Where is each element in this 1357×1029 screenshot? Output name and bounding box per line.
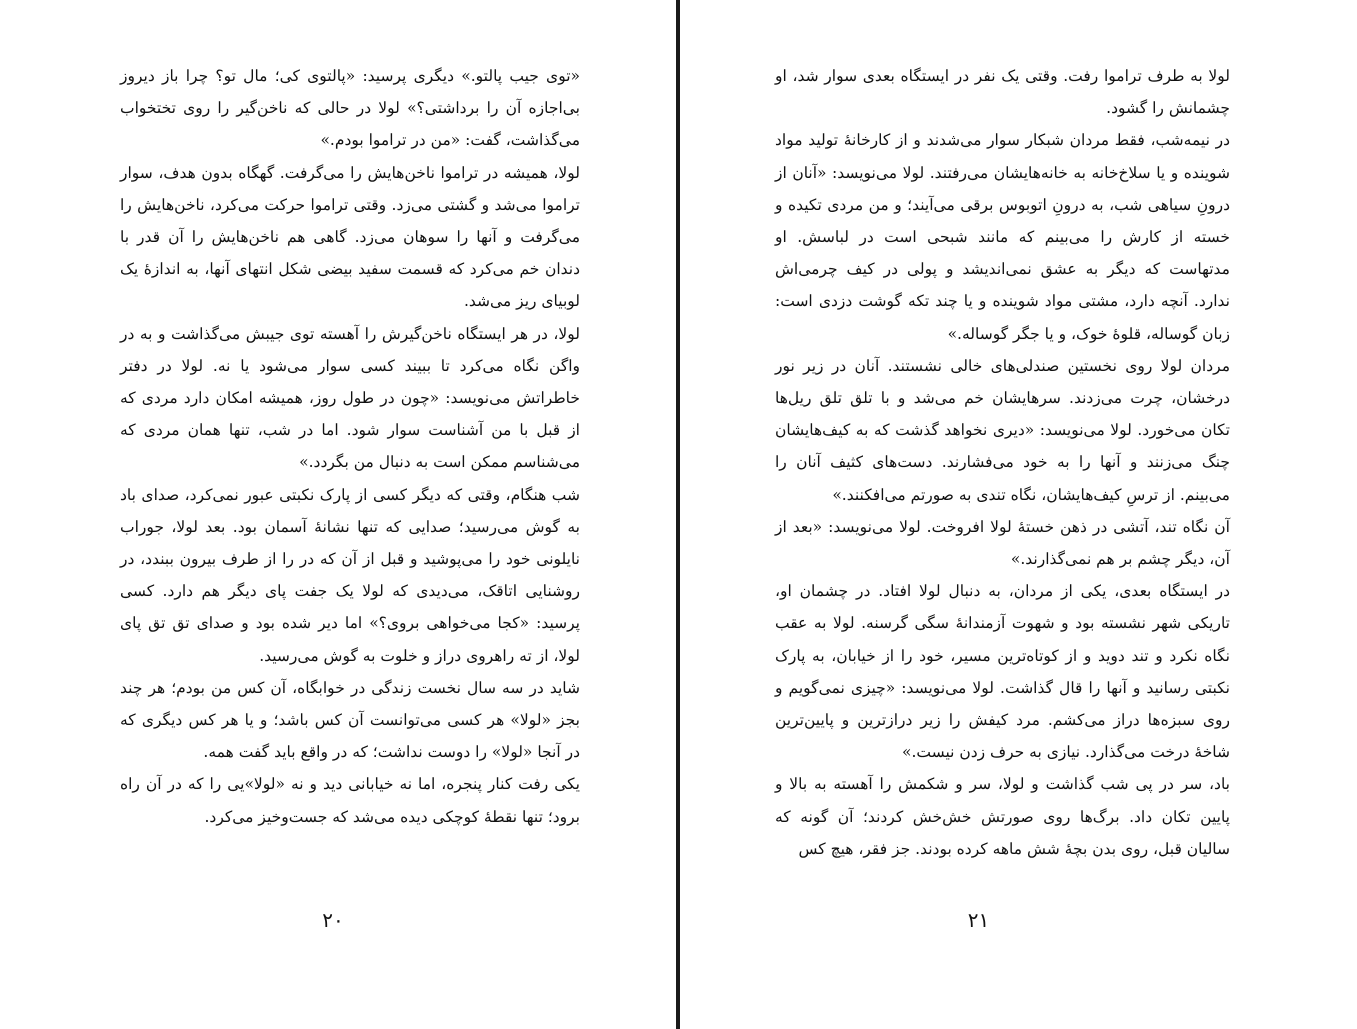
paragraph: «توی جیب پالتو.» دیگری پرسید: «پالتوی کی؛ مال تو؟ چرا باز دیروز بی‌اجازه آن را برداشتی؟» لولا در حالی که ناخن‌گیر را روی تختخواب می‌گذاشت، گفت: «من در تراموا بودم.» (120, 67, 580, 150)
paragraph: در ایستگاه بعدی، یکی از مردان، به دنبال لولا افتاد. در چشمان او، تاریکی شهر نشسته بود و شهوت آزمندانهٔ سگی گرسنه. لولا به عقب نگاه نکرد و تند دوید و از کوتاه‌ترین مسیر، خود را از خیابان، به پارک نکبتی رسانید و آنها را قال گذاشت. لولا می‌نویسد: «چیزی نمی‌گویم و روی سبزه‌ها دراز می‌کشم. مرد کیفش را زیر درازترین و پایین‌ترین شاخهٔ درخت می‌گذارد. نیازی به حرف زدن نیست.» (775, 582, 1230, 762)
page-number-left: ۲۰ (322, 908, 344, 932)
page-number-right: ۲۱ (967, 908, 990, 932)
left-page-text (120, 60, 580, 833)
paragraph: لولا به طرف تراموا رفت. وقتی یک نفر در ایستگاه بعدی سوار شد، او چشمانش را گشود. (775, 67, 1230, 118)
paragraph: لولا، در هر ایستگاه ناخن‌گیرش را آهسته توی جیبش می‌گذاشت و به در واگن نگاه می‌کرد تا ببیند کسی سوار می‌شود یا نه. لولا در دفتر خاطراتش می‌نویسد: «چون در طول روز، همیشه امکان دارد مردی که از قبل با من آشناست سوار شود. اما در شب، تنها همان مردی که می‌شناسم ممکن است به دنبال من بگردد.» (120, 324, 580, 472)
paragraph: باد، سر در پی شب گذاشت و لولا، سر و شکمش را آهسته به بالا و پایین تکان داد. برگ‌ها روی صورتش خش‌خش کردند؛ آن گونه که سالیان قبل، روی بدن بچهٔ شش ماهه کرده بودند. جز فقر، هیچ کس (775, 775, 1230, 858)
right-page-text (775, 60, 1230, 865)
paragraph: لولا، همیشه در تراموا ناخن‌هایش را می‌گرفت. گهگاه بدون هدف، سوار تراموا می‌شد و گشتی می‌زد. وقتی تراموا حرکت می‌کرد، ناخن‌هایش را می‌گرفت و آنها را سوهان می‌زد. گاهی هم ناخن‌هایش را آن قدر با دندان خم می‌کرد که قسمت سفید بیضی شکل انتهای آنها، به اندازهٔ یک لوبیای ریز می‌شد. (120, 163, 580, 311)
paragraph: مردان لولا روی نخستین صندلی‌های خالی نشستند. آنان در زیر نور درخشان، چرت می‌زدند. سرهایشان خم می‌شد و با تلق تلق ریل‌ها تکان می‌خورد. لولا می‌نویسد: «دیری نخواهد گذشت که به کیف‌هایشان چنگ می‌زنند و آنها را به خود می‌فشارند. دست‌های کثیف آنان را می‌بینم. از ترسِ کیف‌هایشان، نگاه تندی به صورتم می‌افکنند.» (775, 356, 1230, 504)
paragraph: آن نگاه تند، آتشی در ذهن خستهٔ لولا افروخت. لولا می‌نویسد: «بعد از آن، دیگر چشم بر هم نمی‌گذارند.» (775, 517, 1230, 569)
paragraph: در نیمه‌شب، فقط مردان شبکار سوار می‌شدند و از کارخانهٔ تولید مواد شوینده و یا سلاخ‌خانه به خانه‌هایشان می‌رفتند. لولا می‌نویسد: «آنان از درونِ سیاهی شب، به درونِ اتوبوس برقی می‌آیند؛ و من مردی تکیده و خسته از کارش را می‌بینم که مانند شبحی است در لباسش. او مدتهاست که دیگر به عشق نمی‌اندیشد و پولی در کیف چرمی‌اش ندارد. آنچه دارد، مشتی مواد شوینده و یا چند تکه گوشت دزدی است: زبان گوساله، قلوهٔ خوک، و یا جگر گوساله.» (775, 131, 1230, 343)
left-page (0, 0, 676, 1029)
paragraph: شاید در سه سال نخست زندگی در خوابگاه، آن کس من بودم؛ هر چند بجز «لولا» هر کسی می‌توانست آن کس باشد؛ و یا هر کس دیگری که در آنجا «لولا» را دوست نداشت؛ که در واقع باید گفت همه. (120, 678, 580, 762)
right-page (680, 0, 1357, 1029)
paragraph: شب هنگام، وقتی که دیگر کسی از پارک نکبتی عبور نمی‌کرد، صدای باد به گوش می‌رسید؛ صدایی که تنها نشانهٔ آسمان بود. بعد لولا، جوراب نایلونی خود را می‌پوشید و قبل از آن که در را از طرف بیرون ببندد، در روشنایی اتاقک، می‌دیدی که لولا یک جفت پای دیگر هم دارد. کسی پرسید: «کجا می‌خواهی بروی؟» اما دیر شده بود و صدای تق تق پای لولا، از ته راهروی دراز و خلوت به گوش می‌رسید. (120, 485, 580, 665)
paragraph: یکی رفت کنار پنجره، اما نه خیابانی دید و نه «لولا»یی را که در آن راه برود؛ تنها نقطهٔ کوچکی دیده می‌شد که جست‌وخیز می‌کرد. (120, 775, 580, 826)
